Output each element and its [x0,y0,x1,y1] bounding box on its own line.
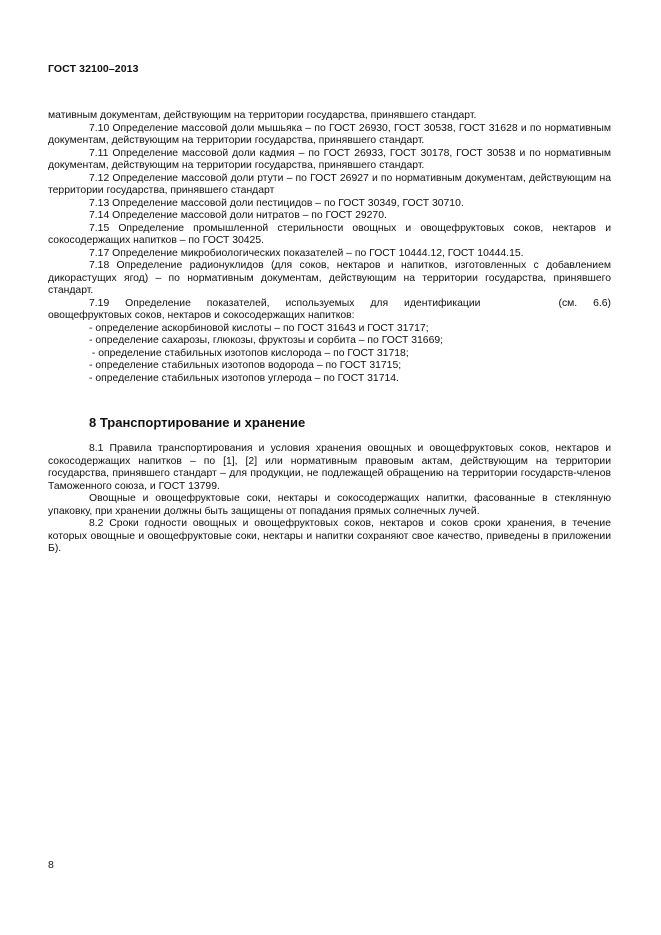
page-content [48,110,611,556]
paragraph-7-17: 7.17 Определение микробиологических показателей – по ГОСТ 10444.12, ГОСТ 10444.15. [89,247,524,259]
list-item: - определение стабильных изотопов углерода – по ГОСТ 31714. [89,372,399,384]
paragraph-7-19-start: 7.19 Определение показателей, используемых для идентификации [89,297,481,309]
list-item: - определение сахарозы, глюкозы, фруктозы и сорбита – по ГОСТ 31669; [89,335,444,346]
list-item: - определение стабильных изотопов кислорода – по ГОСТ 31718; [89,347,409,359]
paragraph-7-14: 7.14 Определение массовой доли нитратов – по ГОСТ 29270. [89,210,387,221]
paragraph-continuation: мативным документам, действующим на территории государства, принявшего стандарт. [48,110,477,121]
paragraph-7-15: 7.15 Определение промышленной стерильности овощных и овощефруктовых соков, нектаров и сокосодержащих напитков – по ГОСТ 30425. [48,222,611,246]
document-header: ГОСТ 32100–2013 [48,63,139,75]
paragraph-7-18: 7.18 Определение радионуклидов (для соков, нектаров и напитков, изготовленных с добавлением дикорастущих ягод) – по нормативным документам, действующим на территории государства, принявшего стандарт. [48,260,611,296]
paragraph-7-13: 7.13 Определение массовой доли пестицидов – по ГОСТ 30349, ГОСТ 30710. [89,197,464,209]
paragraph-7-12: 7.12 Определение массовой доли ртути – по ГОСТ 26927 и по нормативным документам, действующим на территории государства, принявшего стандарт [48,172,611,196]
list-item: - определение аскорбиновой кислоты – по ГОСТ 31643 и ГОСТ 31717; [89,322,429,334]
list-item: - определение стабильных изотопов водорода – по ГОСТ 31715; [89,360,402,371]
paragraph-8-2: 8.2 Сроки годности овощных и овощефруктовых соков, нектаров и соков сроки хранения, в течение которых овощные и овощефруктовые соки, нектары и напитки сохраняют свое качество, приведены в приложении Б). [48,518,611,554]
page-number: 8 [48,859,54,871]
paragraph-7-19-end: (см. 6.6) овощефруктовых соков, нектаров и сокосодержащих напитков: [48,297,612,321]
section-heading: 8 Транспортирование и хранение [89,415,306,430]
paragraph-glass-packaging: Овощные и овощефруктовые соки, нектары и сокосодержащих напитки, фасованные в стеклянную упаковку, при хранении должны быть защищены от попадания прямых солнечных лучей. [48,493,611,517]
paragraph-8-1: 8.1 Правила транспортирования и условия хранения овощных и овощефруктовых соков, нектаров и сокосодержащих напитков – по [1], [2] или нормативным правовым актам, действующим на территории государства, принявшего стандарт – для продукции, не подлежащей обращению на территории государств-членов Таможенного союза, и ГОСТ 13799. [48,443,611,492]
paragraph-7-19 [48,298,611,323]
paragraph-7-11: 7.11 Определение массовой доли кадмия – по ГОСТ 26933, ГОСТ 30178, ГОСТ 30538 и по нормативным документам, действующим на территории государства, принявшего стандарт. [48,147,611,171]
paragraph-7-10: 7.10 Определение массовой доли мышьяка – по ГОСТ 26930, ГОСТ 30538, ГОСТ 31628 и по нормативным документам, действующим на территории государства, принявшего стандарт. [48,122,611,146]
